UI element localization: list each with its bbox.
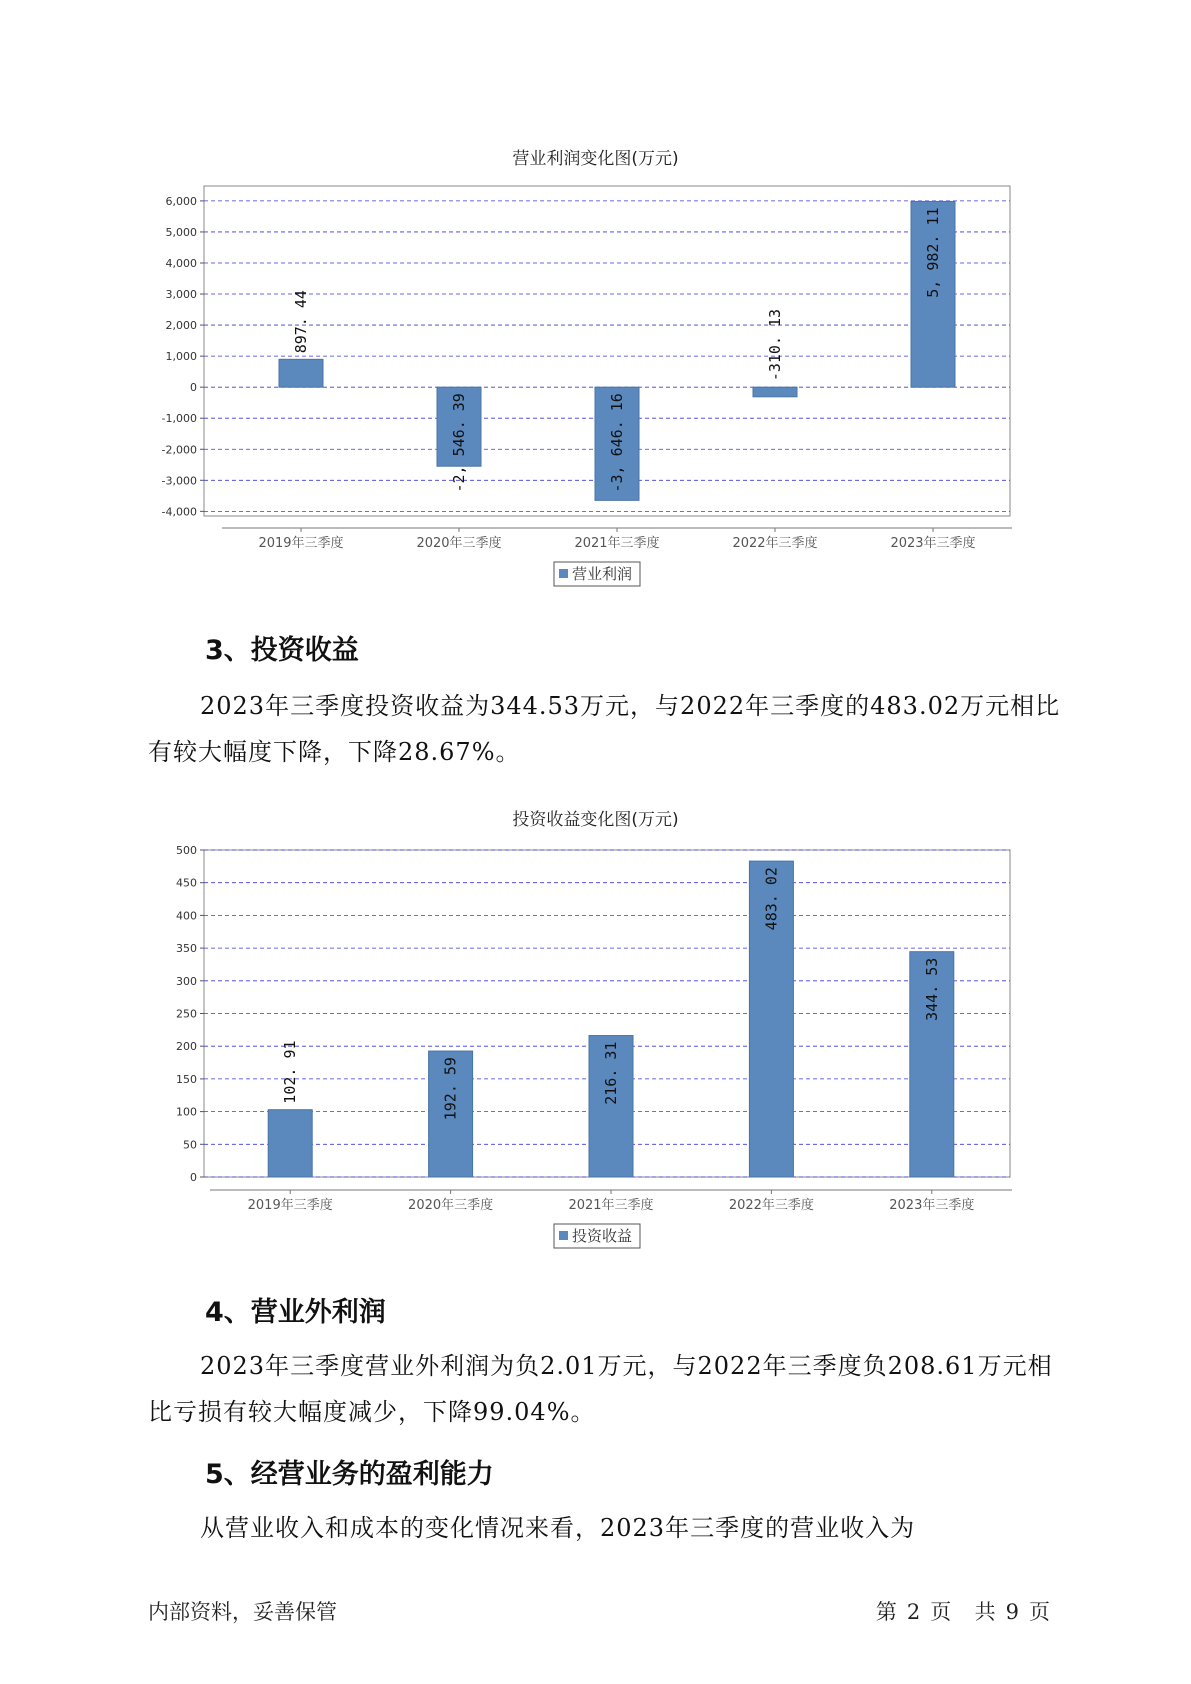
footer-total-prefix: 共: [974, 1600, 996, 1624]
x-tick-label: 2023年三季度: [889, 1198, 975, 1213]
legend-swatch: [559, 1231, 568, 1240]
x-tick-label: 2022年三季度: [728, 1198, 814, 1213]
y-tick-label: 4,000: [165, 256, 197, 270]
data-label: 344. 53: [922, 957, 941, 1021]
section-paragraph-investment: 2023年三季度投资收益为344.53万元，与2022年三季度的483.02万元相比有较大幅度下降，下降28.67%。: [148, 692, 1061, 766]
x-tick-label: 2022年三季度: [732, 536, 818, 551]
y-tick-label: 0: [190, 381, 197, 395]
section-paragraph-nonoperating: 2023年三季度营业外利润为负2.01万元，与2022年三季度负208.61万元相比亏损有较大幅度减少，下降99.04%。: [148, 1352, 1053, 1426]
x-tick-label: 2021年三季度: [568, 1198, 654, 1213]
y-tick-label: -3,000: [161, 474, 197, 488]
y-tick-label: 100: [176, 1105, 197, 1119]
data-label: -3, 646. 16: [608, 393, 626, 493]
data-label: 102. 91: [281, 1040, 300, 1104]
investment-chart-title: 投资收益变化图(万元): [512, 810, 679, 830]
x-tick-label: 2020年三季度: [408, 1198, 494, 1213]
x-tick-label: 2019年三季度: [247, 1198, 333, 1213]
y-tick-label: 50: [183, 1138, 197, 1152]
data-label: 897. 44: [292, 290, 310, 354]
x-tick-label: 2020年三季度: [416, 536, 502, 551]
x-tick-label: 2023年三季度: [890, 536, 976, 551]
y-tick-label: 5,000: [165, 225, 197, 239]
footer-page-prefix: 第: [875, 1600, 897, 1624]
data-label: 216. 31: [602, 1041, 620, 1105]
data-label: 483. 02: [762, 867, 781, 931]
legend: [554, 1224, 640, 1248]
footer-page-number: 2: [906, 1600, 921, 1624]
legend-label: 营业利润: [572, 565, 633, 583]
y-tick-label: 2,000: [165, 319, 197, 333]
y-tick-label: 1,000: [165, 350, 197, 364]
x-tick-label: 2019年三季度: [258, 536, 344, 551]
bar: [268, 1110, 312, 1177]
footer-page-unit: 页: [930, 1600, 952, 1624]
y-tick-label: 350: [176, 942, 197, 956]
profit-chart-title: 营业利润变化图(万元): [512, 149, 679, 169]
y-tick-label: 500: [176, 844, 197, 857]
footer-page-info: [871, 1596, 1055, 1626]
y-tick-label: 400: [176, 909, 197, 923]
section-heading-nonoperating: 4、营业外利润: [205, 1297, 386, 1328]
data-label: -2, 546. 39: [450, 393, 468, 493]
footer-total-unit: 页: [1029, 1600, 1050, 1624]
footer-total-number: 9: [1005, 1600, 1019, 1624]
y-tick-label: -2,000: [161, 443, 197, 457]
legend-label: 投资收益: [572, 1227, 633, 1245]
data-label: -310. 13: [766, 308, 784, 382]
y-tick-label: 6,000: [165, 194, 197, 208]
y-tick-label: 450: [176, 876, 197, 890]
data-label: 192. 59: [441, 1057, 460, 1121]
section-paragraph-profitability: 从营业收入和成本的变化情况来看，2023年三季度的营业收入为: [200, 1514, 916, 1542]
y-tick-label: 0: [190, 1171, 197, 1184]
y-tick-label: 150: [176, 1072, 197, 1086]
y-tick-label: -1,000: [161, 412, 197, 426]
y-tick-label: 3,000: [165, 288, 197, 302]
section-heading-investment: 3、投资收益: [205, 635, 359, 666]
footer-confidential-note: 内部资料，妥善保管: [148, 1600, 337, 1624]
y-tick-label: 200: [176, 1040, 197, 1054]
y-tick-label: 300: [176, 974, 197, 988]
data-label: 5, 982. 11: [924, 207, 942, 298]
y-tick-label: -4,000: [161, 505, 197, 519]
section-heading-profitability: 5、经营业务的盈利能力: [205, 1459, 494, 1490]
x-tick-label: 2021年三季度: [574, 536, 660, 551]
y-tick-label: 250: [176, 1007, 197, 1021]
